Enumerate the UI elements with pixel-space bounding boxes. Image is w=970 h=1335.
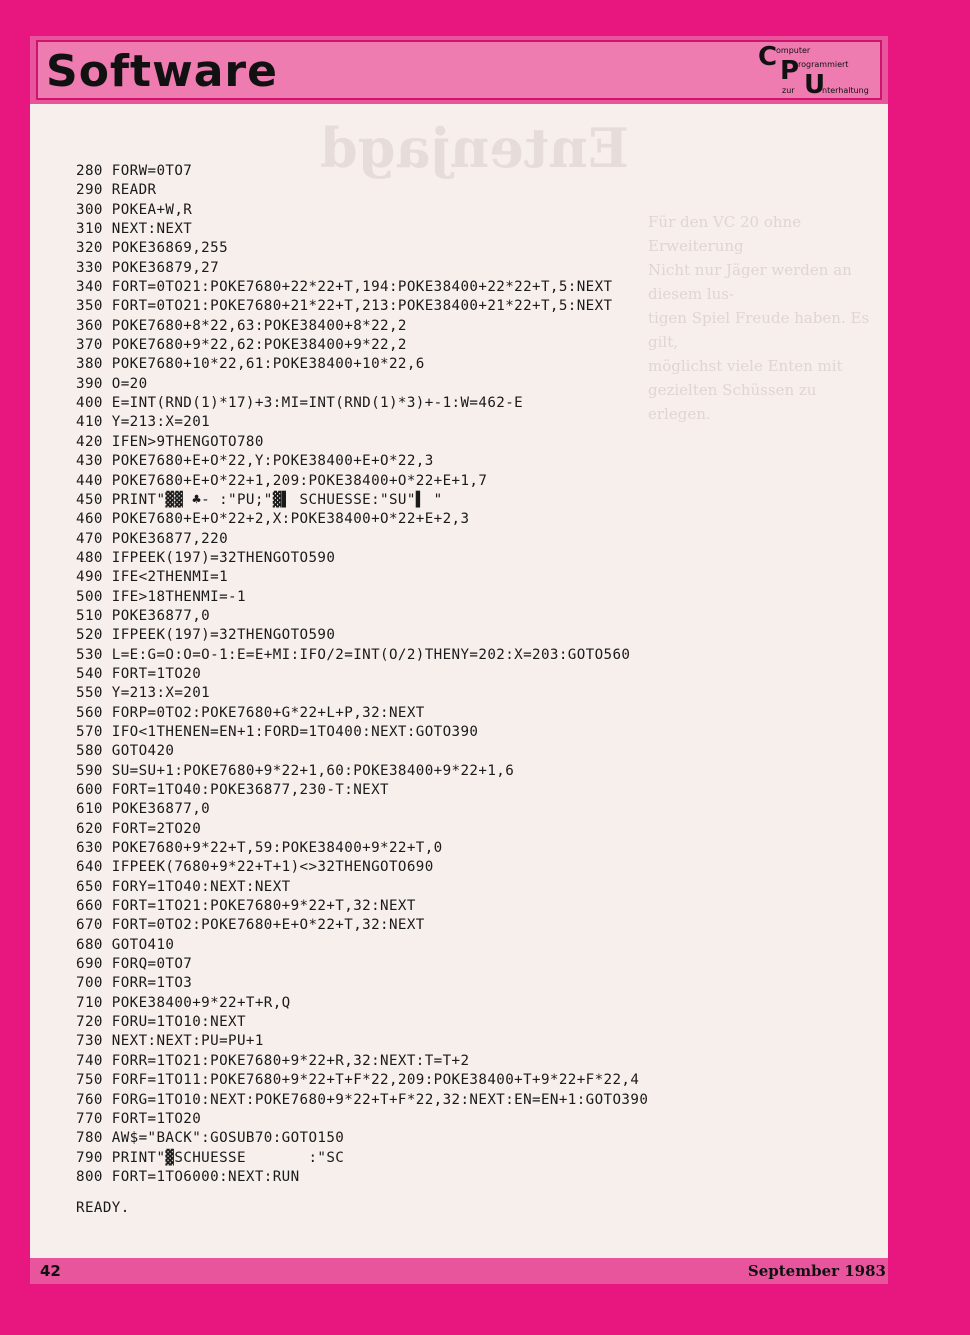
code-line: 370 POKE7680+9*22,62:POKE38400+9*22,2 (76, 337, 407, 354)
code-line: 590 SU=SU+1:POKE7680+9*22+1,60:POKE38400+9*22+1,6 (76, 762, 515, 779)
code-line: 510 POKE36877,0 (76, 607, 211, 624)
code-line: 800 FORT=1TO6000:NEXT:RUN (76, 1168, 300, 1185)
code-line: 780 AW$="BACK":GOSUB70:GOTO150 (76, 1130, 345, 1147)
show-through-line: Nicht nur Jäger werden an diesem lus- (648, 261, 852, 303)
code-line: 400 E=INT(RND(1)*17)+3:MI=INT(RND(1)*3)+-1:W=462-E (76, 395, 524, 412)
issue-date: September 1983 (747, 1262, 886, 1280)
ready-prompt: READY. (76, 1200, 130, 1216)
code-line: 550 Y=213:X=201 (76, 685, 211, 702)
code-line: 790 PRINT"▓SCHUESSE :"SC (76, 1149, 345, 1166)
show-through-intro (648, 210, 878, 426)
code-line: 480 IFPEEK(197)=32THENGOTO590 (76, 549, 336, 566)
code-line: 710 POKE38400+9*22+T+R,Q (76, 994, 291, 1011)
code-line: 730 NEXT:NEXT:PU=PU+1 (76, 1033, 264, 1050)
section-title: Software (46, 46, 278, 97)
code-line: 680 GOTO410 (76, 936, 175, 953)
code-line: 430 POKE7680+E+O*22,Y:POKE38400+E+O*22,3 (76, 453, 434, 470)
code-line: 570 IFO<1THENEN=EN+1:FORD=1TO400:NEXT:GOTO390 (76, 723, 479, 740)
logo-word-programmiert: rogrammiert (798, 60, 849, 69)
code-line: 700 FORR=1TO3 (76, 975, 193, 992)
code-line: 600 FORT=1TO40:POKE36877,230-T:NEXT (76, 782, 389, 798)
code-line: 410 Y=213:X=201 (76, 414, 211, 431)
code-line: 580 GOTO420 (76, 743, 175, 760)
code-line: 280 FORW=0TO7 (76, 163, 193, 179)
code-line: 330 POKE36879,27 (76, 259, 220, 276)
code-line: 380 POKE7680+10*22,61:POKE38400+10*22,6 (76, 356, 425, 373)
code-line: 620 FORT=2TO20 (76, 820, 202, 837)
code-line: 740 FORR=1TO21:POKE7680+9*22+R,32:NEXT:T=T+2 (76, 1052, 470, 1069)
logo-letter-c: C (758, 42, 778, 72)
code-line: 670 FORT=0TO2:POKE7680+E+O*22+T,32:NEXT (76, 917, 425, 934)
code-line: 500 IFE>18THENMI=-1 (76, 588, 246, 605)
show-through-line: Für den VC 20 ohne Erweiterung (648, 213, 802, 255)
page-number: 42 (40, 1262, 61, 1280)
code-line: 540 FORT=1TO20 (76, 665, 202, 682)
code-line: 720 FORU=1TO10:NEXT (76, 1014, 246, 1031)
code-line: 560 FORP=0TO2:POKE7680+G*22+L+P,32:NEXT (76, 704, 425, 721)
code-line: 420 IFEN>9THENGOTO780 (76, 433, 264, 450)
code-line: 460 POKE7680+E+O*22+2,X:POKE38400+O*22+E+2,3 (76, 511, 470, 528)
logo-word-zur: zur (782, 86, 795, 95)
show-through-line: möglichst viele Enten mit (648, 357, 843, 375)
code-line: 450 PRINT"▓▓ ♣- :"PU;"▓▌ SCHUESSE:"SU"▌ " (76, 491, 443, 508)
header-bar (36, 40, 882, 100)
code-line: 610 POKE36877,0 (76, 801, 211, 818)
code-line: 440 POKE7680+E+O*22+1,209:POKE38400+O*22+E+1,7 (76, 472, 488, 489)
code-line: 350 FORT=0TO21:POKE7680+21*22+T,213:POKE38400+21*22+T,5:NEXT (76, 298, 613, 315)
basic-program-listing (76, 162, 648, 1187)
code-line: 310 NEXT:NEXT (76, 221, 193, 238)
code-line: 760 FORG=1TO10:NEXT:POKE7680+9*22+T+F*22,32:NEXT:EN=EN+1:GOTO390 (76, 1091, 649, 1108)
show-through-line: gezielten Schüssen zu erlegen. (648, 381, 817, 423)
code-line: 530 L=E:G=O:O=O-1:E=E+MI:IFO/2=INT(O/2)THENY=202:X=203:GOTO560 (76, 646, 631, 663)
code-line: 340 FORT=0TO21:POKE7680+22*22+T,194:POKE38400+22*22+T,5:NEXT (76, 279, 613, 296)
cpu-logo (756, 44, 876, 98)
code-line: 750 FORF=1TO11:POKE7680+9*22+T+F*22,209:POKE38400+T+9*22+F*22,4 (76, 1072, 640, 1089)
code-line: 520 IFPEEK(197)=32THENGOTO590 (76, 627, 336, 644)
code-line: 650 FORY=1TO40:NEXT:NEXT (76, 878, 291, 895)
logo-word-unterhaltung: nterhaltung (822, 86, 869, 95)
code-line: 490 IFE<2THENMI=1 (76, 569, 229, 586)
code-line: 660 FORT=1TO21:POKE7680+9*22+T,32:NEXT (76, 898, 416, 915)
code-line: 470 POKE36877,220 (76, 530, 229, 547)
code-line: 770 FORT=1TO20 (76, 1110, 202, 1127)
code-line: 640 IFPEEK(7680+9*22+T+1)<>32THENGOTO690 (76, 859, 434, 876)
logo-word-computer: omputer (776, 46, 811, 55)
code-line: 690 FORQ=0TO7 (76, 956, 193, 973)
show-through-title: Entenjagd (320, 116, 630, 180)
code-line: 300 POKEA+W,R (76, 201, 193, 218)
code-line: 390 O=20 (76, 375, 148, 392)
code-line: 630 POKE7680+9*22+T,59:POKE38400+9*22+T,0 (76, 840, 443, 857)
code-line: 320 POKE36869,255 (76, 240, 229, 257)
show-through-line: tigen Spiel Freude haben. Es gilt, (648, 309, 870, 351)
logo-letter-u: U (804, 70, 826, 100)
code-line: 360 POKE7680+8*22,63:POKE38400+8*22,2 (76, 317, 407, 334)
code-line: 290 READR (76, 182, 157, 199)
logo-letter-p: P (780, 56, 800, 86)
